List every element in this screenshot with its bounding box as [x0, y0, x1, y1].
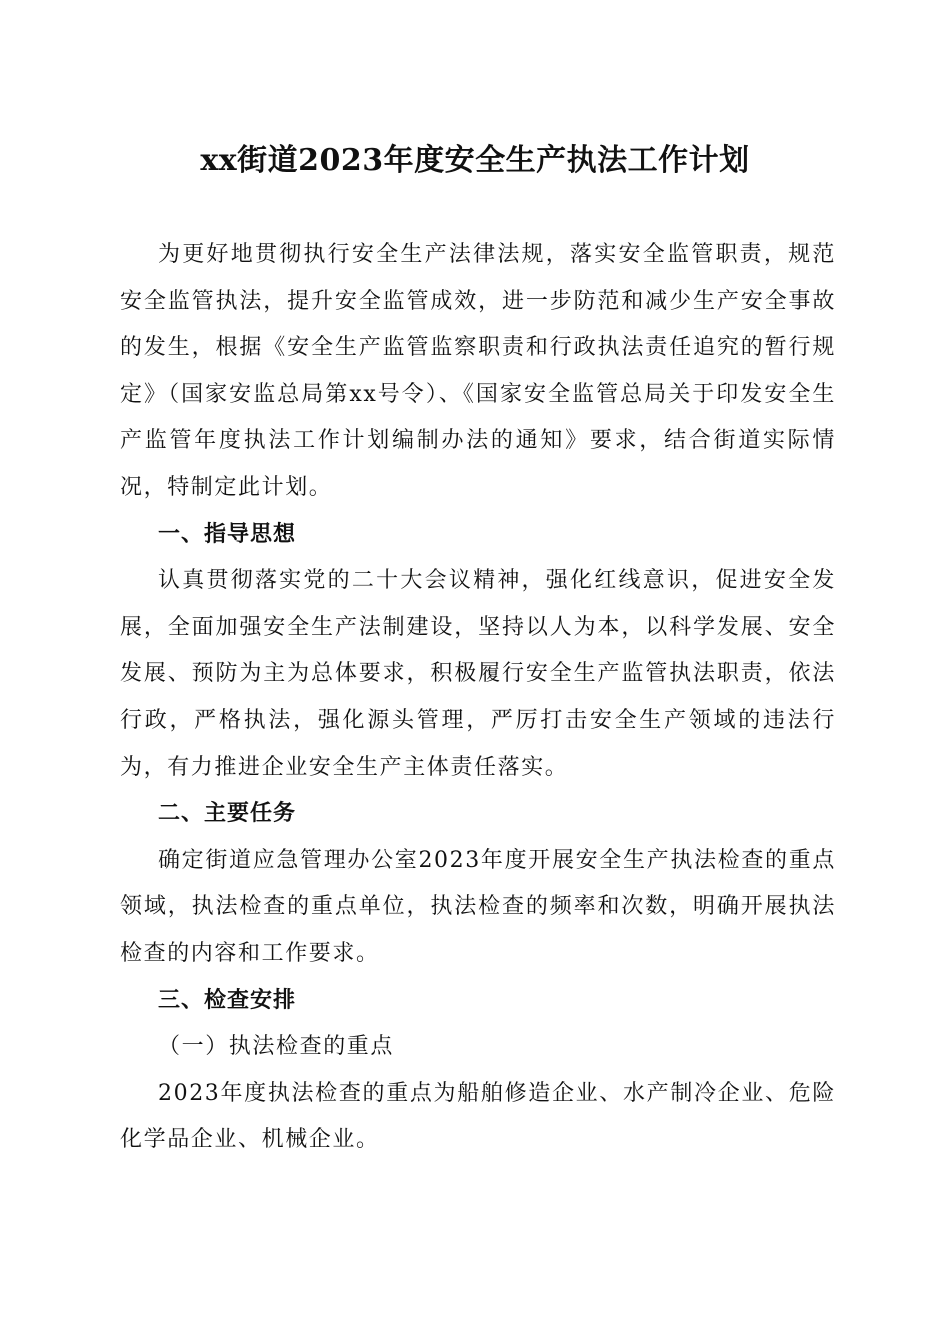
- section-heading-guiding-ideology: 一、指导思想: [158, 521, 297, 547]
- subsection-heading-inspection-focus: （一）执法检查的重点: [158, 1034, 395, 1060]
- inspection-focus-paragraph: 2023年度执法检查的重点为船舶修造企业、水产制冷企业、危险化学品企业、机械企业。: [120, 1080, 836, 1153]
- section-heading-main-tasks: 二、主要任务: [158, 801, 297, 827]
- intro-paragraph: 为更好地贯彻执行安全生产法律法规，落实安全监管职责，规范安全监管执法，提升安全监管成效，进一步防范和减少生产安全事故的发生，根据《安全生产监管监察职责和行政执法责任追究的暂行规定》（国家安监总局第xx号令）、《国家安全监管总局关于印发安全生产监管年度执法工作计划编制办法的通知》要求，结合街道实际情况，特制定此计划。: [120, 242, 836, 500]
- document-title: xx街道2023年度安全生产执法工作计划: [200, 143, 750, 178]
- section-heading-inspection-arrangement: 三、检查安排: [158, 987, 297, 1013]
- main-tasks-paragraph: 确定街道应急管理办公室2023年度开展安全生产执法检查的重点领域，执法检查的重点单位，执法检查的频率和次数，明确开展执法检查的内容和工作要求。: [120, 847, 836, 966]
- guiding-ideology-paragraph: 认真贯彻落实党的二十大会议精神，强化红线意识，促进安全发展，全面加强安全生产法制建设，坚持以人为本，以科学发展、安全发展、预防为主为总体要求，积极履行安全生产监管执法职责，依法行政，严格执法，强化源头管理，严厉打击安全生产领域的违法行为，有力推进企业安全生产主体责任落实。: [120, 568, 836, 780]
- document-body: [120, 232, 836, 1164]
